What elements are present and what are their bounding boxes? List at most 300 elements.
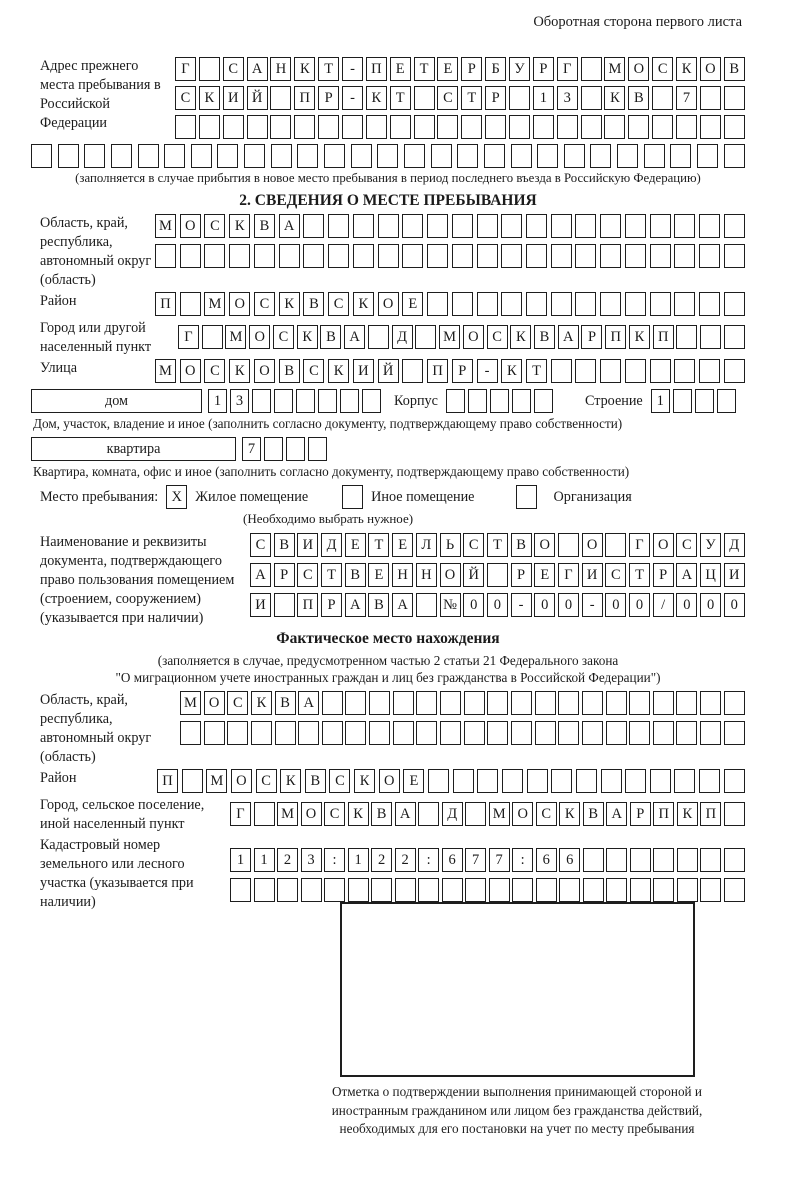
char-cell: Г — [557, 57, 578, 81]
char-cell: С — [254, 292, 275, 316]
char-cell: К — [297, 325, 318, 349]
char-cell — [414, 115, 435, 139]
char-cell — [477, 769, 498, 793]
mesto-note: (Необходимо выбрать нужное) — [243, 511, 414, 526]
char-cell — [427, 292, 448, 316]
char-cell — [676, 115, 697, 139]
checkbox-zhiloe: X — [166, 485, 187, 509]
char-cell — [402, 214, 423, 238]
char-cell: Р — [274, 563, 295, 587]
char-cell — [582, 721, 603, 745]
char-cell: А — [606, 802, 627, 826]
char-cell: К — [199, 86, 220, 110]
char-cell — [414, 86, 435, 110]
char-cell — [461, 115, 482, 139]
char-cell: М — [277, 802, 298, 826]
char-cell: В — [320, 325, 341, 349]
char-cell: А — [250, 563, 271, 587]
char-cell — [416, 691, 437, 715]
char-cell — [628, 115, 649, 139]
char-cell: А — [247, 57, 268, 81]
char-cell: К — [676, 57, 697, 81]
char-cell — [558, 533, 579, 557]
char-cell — [652, 115, 673, 139]
char-cell — [418, 878, 439, 902]
char-cell — [191, 144, 212, 168]
char-cell — [270, 115, 291, 139]
char-cell: Е — [392, 533, 413, 557]
char-cell — [724, 214, 745, 238]
korpus-label: Корпус — [394, 393, 438, 409]
ulitsa-label: Улица — [40, 360, 78, 376]
char-cell: К — [251, 691, 272, 715]
char-cell — [415, 325, 436, 349]
document-block — [31, 533, 745, 628]
char-cell — [294, 115, 315, 139]
char-cell — [502, 769, 523, 793]
char-cell: Й — [463, 563, 484, 587]
char-cell — [677, 848, 698, 872]
char-cell — [275, 721, 296, 745]
char-cell — [581, 115, 602, 139]
char-cell — [369, 691, 390, 715]
char-cell: Д — [321, 533, 342, 557]
char-cell: В — [279, 359, 300, 383]
mesto-label: Место пребывания: — [40, 488, 159, 505]
char-cell: А — [298, 691, 319, 715]
char-cell: С — [297, 563, 318, 587]
dom-caption: Дом, участок, владение и иное (заполнить согласно документу, подтверждающему право собственности) — [33, 416, 623, 431]
char-cell — [575, 359, 596, 383]
char-cell — [652, 86, 673, 110]
kvartira-named-box: квартира — [31, 437, 236, 461]
char-cell: О — [512, 802, 533, 826]
char-cell — [583, 878, 604, 902]
char-cell: 0 — [676, 593, 697, 617]
char-cell — [630, 848, 651, 872]
fact-oblast-label: Область, край, республика, автономный округ (область) — [40, 692, 152, 765]
char-cell: П — [297, 593, 318, 617]
organizaciya-label: Организация — [553, 488, 632, 505]
char-cell — [111, 144, 132, 168]
char-cell — [509, 86, 530, 110]
char-cell — [606, 691, 627, 715]
char-cell: С — [652, 57, 673, 81]
char-cell — [340, 389, 359, 413]
fact-kadastr-block — [31, 836, 745, 912]
char-cell: / — [653, 593, 674, 617]
char-cell — [501, 244, 522, 268]
char-cell — [377, 144, 398, 168]
char-cell: : — [512, 848, 533, 872]
char-cell — [653, 878, 674, 902]
char-cell — [700, 86, 721, 110]
char-cell — [252, 389, 271, 413]
char-cell — [724, 325, 745, 349]
fact-kadastr-row2 — [230, 878, 745, 902]
document-row1 — [250, 533, 745, 557]
char-cell: А — [279, 214, 300, 238]
char-cell — [324, 878, 345, 902]
char-cell: Б — [485, 57, 506, 81]
char-cell: М — [225, 325, 246, 349]
char-cell — [301, 878, 322, 902]
char-cell — [511, 691, 532, 715]
char-cell: М — [204, 292, 225, 316]
gorod-block — [31, 319, 745, 357]
char-cell: 0 — [487, 593, 508, 617]
char-cell — [464, 691, 485, 715]
kvartira-caption: Квартира, комната, офис и иное (заполнить согласно документу, подтверждающему право собственности) — [33, 464, 630, 479]
char-cell — [303, 214, 324, 238]
char-cell: К — [366, 86, 387, 110]
char-cell: - — [342, 57, 363, 81]
char-cell: Р — [485, 86, 506, 110]
char-cell — [402, 244, 423, 268]
char-cell — [437, 115, 458, 139]
char-cell: М — [206, 769, 227, 793]
char-cell: 1 — [208, 389, 227, 413]
char-cell: К — [294, 57, 315, 81]
char-cell — [390, 115, 411, 139]
char-cell — [551, 359, 572, 383]
char-cell: Р — [461, 57, 482, 81]
char-cell: К — [353, 292, 374, 316]
document-row3 — [250, 593, 745, 617]
char-cell: Т — [414, 57, 435, 81]
char-cell: В — [511, 533, 532, 557]
char-cell — [724, 115, 745, 139]
fact-raion-label: Район — [40, 770, 77, 786]
oblast-row1 — [155, 214, 745, 238]
char-cell — [457, 144, 478, 168]
char-cell: П — [155, 292, 176, 316]
char-cell — [155, 244, 176, 268]
char-cell — [625, 244, 646, 268]
char-cell — [254, 244, 275, 268]
char-cell — [442, 878, 463, 902]
char-cell — [557, 115, 578, 139]
char-cell — [202, 325, 223, 349]
raion-row — [155, 292, 745, 316]
char-cell — [465, 878, 486, 902]
char-cell: Н — [416, 563, 437, 587]
char-cell — [468, 389, 487, 413]
char-cell — [297, 144, 318, 168]
char-cell — [31, 144, 52, 168]
char-cell: 1 — [254, 848, 275, 872]
char-cell: 0 — [534, 593, 555, 617]
char-cell: Е — [345, 533, 366, 557]
char-cell: С — [487, 325, 508, 349]
section2-title: 2. СВЕДЕНИЯ О МЕСТЕ ПРЕБЫВАНИЯ — [239, 192, 537, 209]
char-cell — [395, 878, 416, 902]
char-cell: П — [653, 802, 674, 826]
char-cell: Ц — [700, 563, 721, 587]
prev-address-block — [31, 57, 745, 139]
char-cell — [345, 721, 366, 745]
char-cell: Ь — [440, 533, 461, 557]
char-cell: К — [559, 802, 580, 826]
char-cell: И — [724, 563, 745, 587]
form-content — [0, 57, 800, 1139]
char-cell — [477, 292, 498, 316]
char-cell — [247, 115, 268, 139]
char-cell — [674, 214, 695, 238]
char-cell — [650, 214, 671, 238]
char-cell — [617, 144, 638, 168]
fact-gorod-block — [31, 796, 745, 834]
oblast-block — [31, 214, 745, 290]
fact-title: Фактическое место нахождения — [276, 630, 500, 647]
char-cell: Т — [461, 86, 482, 110]
char-cell — [487, 721, 508, 745]
dom-number-row — [208, 389, 381, 413]
char-cell: О — [534, 533, 555, 557]
char-cell — [217, 144, 238, 168]
char-cell: 6 — [536, 848, 557, 872]
document-label: Наименование и реквизиты документа, подтверждающего право пользования помещением (строением, сооружением) (указывается при наличии) — [40, 534, 235, 626]
char-cell — [677, 878, 698, 902]
char-cell — [378, 244, 399, 268]
char-cell — [535, 721, 556, 745]
char-cell — [512, 389, 531, 413]
char-cell: И — [582, 563, 603, 587]
char-cell — [244, 144, 265, 168]
fact-note-line1: (заполняется в случае, предусмотренном частью 2 статьи 21 Федерального закона — [157, 653, 619, 668]
char-cell — [564, 144, 585, 168]
char-cell — [650, 359, 671, 383]
char-cell — [501, 292, 522, 316]
char-cell — [600, 292, 621, 316]
gorod-row — [178, 325, 745, 349]
char-cell: С — [204, 359, 225, 383]
fact-kadastr-row1 — [230, 848, 745, 872]
char-cell — [351, 144, 372, 168]
char-cell — [724, 769, 745, 793]
char-cell: О — [378, 292, 399, 316]
char-cell — [452, 244, 473, 268]
char-cell — [465, 802, 486, 826]
char-cell: Т — [368, 533, 389, 557]
char-cell: К — [604, 86, 625, 110]
char-cell — [551, 292, 572, 316]
char-cell: 1 — [533, 86, 554, 110]
char-cell — [526, 214, 547, 238]
char-cell: О — [379, 769, 400, 793]
fact-gorod-label: Город, сельское поселение, иной населенный пункт — [40, 797, 205, 832]
prev-address-row2 — [175, 86, 745, 110]
char-cell: А — [344, 325, 365, 349]
char-cell: 3 — [301, 848, 322, 872]
char-cell — [676, 691, 697, 715]
char-cell: Т — [526, 359, 547, 383]
char-cell: А — [395, 802, 416, 826]
char-cell — [227, 721, 248, 745]
char-cell: 3 — [557, 86, 578, 110]
char-cell: А — [345, 593, 366, 617]
prev-address-label: Адрес прежнего места пребывания в Российской Федерации — [40, 58, 161, 131]
char-cell — [700, 691, 721, 715]
char-cell: - — [477, 359, 498, 383]
char-cell — [536, 878, 557, 902]
char-cell — [575, 214, 596, 238]
char-cell — [674, 292, 695, 316]
char-cell — [653, 848, 674, 872]
char-cell — [264, 437, 283, 461]
prev-address-row4 — [31, 144, 745, 168]
oblast-rows — [155, 214, 745, 268]
char-cell: В — [368, 593, 389, 617]
char-cell — [600, 359, 621, 383]
char-cell: И — [250, 593, 271, 617]
char-cell: : — [418, 848, 439, 872]
char-cell — [371, 878, 392, 902]
char-cell — [697, 144, 718, 168]
char-cell — [298, 721, 319, 745]
char-cell — [427, 244, 448, 268]
char-cell — [699, 292, 720, 316]
char-cell — [581, 86, 602, 110]
char-cell: М — [439, 325, 460, 349]
char-cell: 0 — [700, 593, 721, 617]
char-cell — [378, 214, 399, 238]
char-cell: 7 — [676, 86, 697, 110]
char-cell — [366, 115, 387, 139]
char-cell — [490, 389, 509, 413]
char-cell — [318, 115, 339, 139]
ulitsa-block — [31, 359, 745, 383]
char-cell — [695, 389, 714, 413]
char-cell: - — [342, 86, 363, 110]
char-cell: 0 — [605, 593, 626, 617]
char-cell: В — [534, 325, 555, 349]
char-cell: Р — [533, 57, 554, 81]
kvartira-row — [242, 437, 327, 461]
char-cell: В — [303, 292, 324, 316]
char-cell: О — [254, 359, 275, 383]
char-cell — [353, 244, 374, 268]
zhiloe-label: Жилое помещение — [195, 488, 309, 505]
document-rows — [250, 533, 745, 617]
char-cell — [251, 721, 272, 745]
char-cell: Е — [534, 563, 555, 587]
char-cell: Т — [321, 563, 342, 587]
char-cell: У — [700, 533, 721, 557]
char-cell — [527, 769, 548, 793]
char-cell — [581, 57, 602, 81]
char-cell — [724, 878, 745, 902]
checkbox-inoe — [342, 485, 363, 509]
char-cell: Р — [630, 802, 651, 826]
char-cell: О — [249, 325, 270, 349]
korpus-row — [446, 389, 553, 413]
char-cell — [452, 292, 473, 316]
char-cell — [644, 144, 665, 168]
char-cell — [254, 802, 275, 826]
char-cell: М — [155, 359, 176, 383]
fact-oblast-block — [31, 691, 745, 767]
char-cell — [699, 244, 720, 268]
char-cell: О — [582, 533, 603, 557]
char-cell: Н — [270, 57, 291, 81]
char-cell — [416, 721, 437, 745]
char-cell: Е — [368, 563, 389, 587]
char-cell — [511, 144, 532, 168]
char-cell — [484, 144, 505, 168]
char-cell — [724, 244, 745, 268]
char-cell — [84, 144, 105, 168]
char-cell: К — [354, 769, 375, 793]
char-cell — [175, 115, 196, 139]
char-cell: С — [329, 769, 350, 793]
char-cell — [204, 244, 225, 268]
char-cell: В — [275, 691, 296, 715]
char-cell — [342, 115, 363, 139]
char-cell — [431, 144, 452, 168]
char-cell: Г — [230, 802, 251, 826]
char-cell: И — [297, 533, 318, 557]
char-cell: Е — [437, 57, 458, 81]
char-cell — [606, 848, 627, 872]
raion-label: Район — [40, 293, 77, 309]
char-cell — [699, 359, 720, 383]
char-cell — [296, 389, 315, 413]
char-cell — [551, 244, 572, 268]
char-cell — [670, 144, 691, 168]
char-cell — [559, 878, 580, 902]
char-cell — [717, 389, 736, 413]
char-cell: 0 — [463, 593, 484, 617]
char-cell — [700, 848, 721, 872]
char-cell: Р — [581, 325, 602, 349]
char-cell — [650, 292, 671, 316]
char-cell: О — [231, 769, 252, 793]
char-cell — [138, 144, 159, 168]
prev-address-row1 — [175, 57, 745, 81]
char-cell — [629, 721, 650, 745]
kvartira-block — [31, 437, 745, 461]
char-cell: Л — [416, 533, 437, 557]
char-cell: П — [605, 325, 626, 349]
char-cell — [625, 292, 646, 316]
char-cell — [487, 691, 508, 715]
char-cell — [487, 563, 508, 587]
char-cell: М — [180, 691, 201, 715]
char-cell: С — [463, 533, 484, 557]
char-cell — [551, 214, 572, 238]
char-cell: С — [227, 691, 248, 715]
char-cell: С — [324, 802, 345, 826]
char-cell — [322, 691, 343, 715]
char-cell — [318, 389, 337, 413]
char-cell: К — [501, 359, 522, 383]
fact-note-line2: "О миграционном учете иностранных граждан и лиц без гражданства в Российской Федерации") — [115, 670, 661, 685]
char-cell — [489, 878, 510, 902]
char-cell — [402, 359, 423, 383]
char-cell: В — [371, 802, 392, 826]
char-cell — [606, 878, 627, 902]
char-cell — [537, 144, 558, 168]
dom-named-box: дом — [31, 389, 202, 413]
char-cell — [464, 721, 485, 745]
char-cell: 6 — [442, 848, 463, 872]
char-cell — [328, 244, 349, 268]
char-cell: К — [280, 769, 301, 793]
char-cell — [576, 769, 597, 793]
char-cell: 0 — [724, 593, 745, 617]
char-cell: Р — [318, 86, 339, 110]
